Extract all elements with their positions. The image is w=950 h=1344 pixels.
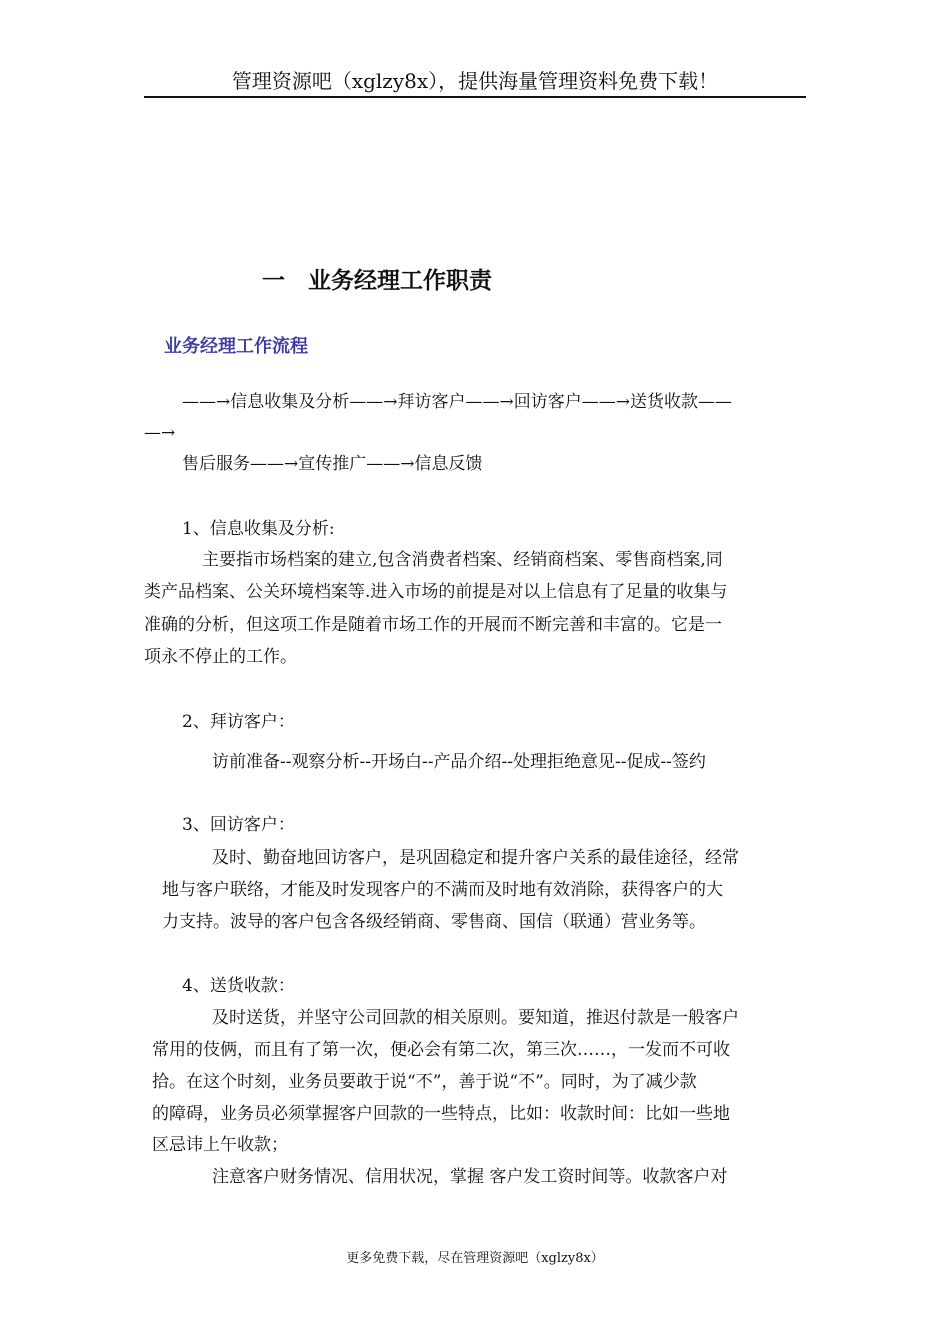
page-footer: 更多免费下载，尽在管理资源吧（xglzy8x）: [346, 1251, 604, 1266]
paragraph-line: 区忌讳上午收款；: [152, 1135, 288, 1155]
paragraph-line: 项永不停止的工作。: [144, 647, 297, 667]
paragraph-line: 常用的伎俩，而且有了第一次，便必会有第二次，第三次……，一发而不可收: [152, 1040, 730, 1060]
flow-line: 售后服务——→宣传推广——→信息反馈: [182, 454, 483, 474]
paragraph-line: 的障碍，业务员必须掌握客户回款的一些特点，比如：收款时间：比如一些地: [152, 1104, 730, 1124]
paragraph-line: 准确的分析，但这项工作是随着市场工作的开展而不断完善和丰富的。它是一: [144, 615, 722, 635]
flow-line: ——→信息收集及分析——→拜访客户——→回访客户——→送货收款——: [182, 392, 732, 412]
paragraph-line: 访前准备--观察分析--开场白--产品介绍--处理拒绝意见--促成--签约: [212, 752, 706, 772]
page-header: 管理资源吧（xglzy8x），提供海量管理资料免费下载！: [144, 66, 806, 98]
paragraph-line: 拾。在这个时刻，业务员要敢于说“不”，善于说“不”。同时，为了减少款: [152, 1072, 697, 1092]
paragraph-line: 主要指市场档案的建立,包含消费者档案、经销商档案、零售商档案,同: [202, 550, 723, 570]
paragraph-line: 及时送货，并坚守公司回款的相关原则。要知道，推迟付款是一般客户: [212, 1008, 739, 1028]
flow-line: —→: [144, 423, 176, 443]
page-title: 一 业务经理工作职责: [262, 268, 492, 294]
paragraph-line: 注意客户财务情况、信用状况，掌握 客户发工资时间等。收款客户对: [212, 1167, 728, 1187]
paragraph-line: 地与客户联络，才能及时发现客户的不满而及时地有效消除，获得客户的大: [162, 880, 723, 900]
section-heading: 3、回访客户：: [182, 815, 295, 835]
paragraph-line: 及时、勤奋地回访客户，是巩固稳定和提升客户关系的最佳途径，经常: [212, 848, 739, 868]
paragraph-line: 力支持。波导的客户包含各级经销商、零售商、国信（联通）营业务等。: [162, 912, 706, 932]
section-heading: 2、拜访客户：: [182, 712, 295, 732]
section-heading: 4、送货收款：: [182, 976, 295, 996]
paragraph-line: 类产品档案、公关环境档案等.进入市场的前提是对以上信息有了足量的收集与: [144, 582, 728, 602]
section-heading: 1、信息收集及分析:: [182, 519, 335, 539]
section-subtitle: 业务经理工作流程: [164, 336, 308, 357]
